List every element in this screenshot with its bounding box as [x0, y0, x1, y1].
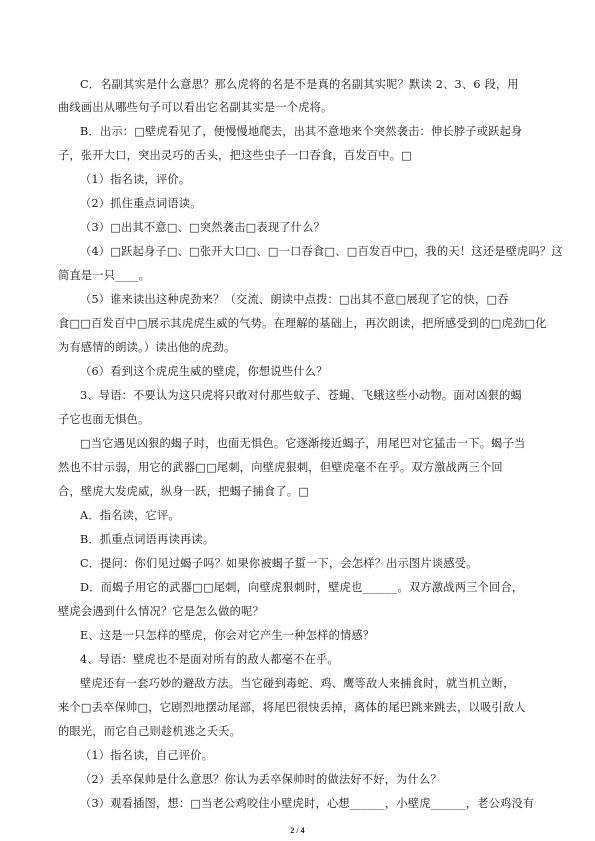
text-line: 壁虎还有一套巧妙的避敌方法。当它碰到毒蛇、鸡、鹰等敌人来捕食时，就当机立断， — [80, 677, 515, 690]
text-line: （1）指名读，自己评价。 — [80, 749, 214, 762]
text-line: D．而蝎子用它的武器□□尾刺，向壁虎狠刺时，壁虎也______。双方激战两三个回合， — [80, 581, 524, 594]
text-line: B．抓重点词语再读再读。 — [80, 533, 215, 546]
text-line: A．指名读，它评。 — [80, 509, 180, 522]
text-line: 合，壁虎大发虎威，纵身一跃，把蝎子捕食了。□ — [58, 485, 310, 498]
text-line: （1）指名读，评价。 — [80, 173, 191, 186]
text-line: （2）抓住重点词语读。 — [80, 197, 202, 210]
text-line: 为有感情的朗读。）读出他的虎劲。 — [58, 341, 236, 354]
text-line: （2）丢卒保帅是什么意思？你认为丢卒保帅时的做法好不好，为什么？ — [80, 773, 442, 786]
text-line: （4）□跃起身子□、□张开大口□、□一口吞食□、□百发百中□，我的天！这还是壁虎吗？这 — [80, 245, 563, 258]
text-line: □当它遇见凶狠的蝎子时，也面无惧色。它逐渐接近蝎子，用尾巴对它猛击一下。蝎子当 — [80, 437, 526, 450]
text-line: 的眼光，而它自己则趁机逃之夭夭。 — [58, 725, 242, 738]
text-line: （3）观看插图，想：□当老公鸡咬住小壁虎时，心想______，小壁虎______，老公鸡没有 — [80, 797, 535, 810]
text-line: 食□□百发百中□展示其虎虎生威的气势。在理解的基础上，再次朗读，把所感受到的□虎劲□化 — [58, 317, 547, 330]
text-line: （3）□出其不意□、□突然袭击□表现了什么？ — [80, 221, 326, 234]
text-line: 曲线画出从哪些句子可以看出它名副其实是一个虎将。 — [58, 101, 333, 114]
text-line: E、这是一只怎样的壁虎，你会对它产生一种怎样的情感？ — [80, 629, 375, 642]
text-line: （5）谁来读出这种虎劲来？（交流、朗读中点拨：□出其不意□展现了它的快，□吞 — [80, 293, 509, 306]
page-number: 2 / 4 — [290, 826, 305, 835]
text-line: 4、导语：壁虎也不是面对所有的敌人都毫不在乎。 — [80, 653, 339, 666]
text-line: 来个□丢卒保帅□，它剧烈地摆动尾部，将尾巴很快丢掉，离体的尾巴跳来跳去，以吸引敌人 — [58, 701, 526, 714]
text-line: 3、导语：不要认为这只虎将只敢对付那些蚊子、苍蝇、飞蛾这些小动物。面对凶狠的蝎 — [80, 389, 522, 402]
text-line: （6）看到这个虎虎生威的壁虎，你想说些什么？ — [80, 365, 328, 378]
text-line: C．提问：你们见过蝎子吗？如果你被蝎子蜇一下，会怎样？出示图片谈感受。 — [80, 557, 478, 570]
text-line: 简直是一只____。 — [58, 269, 151, 282]
text-line: 子它也面无惧色。 — [58, 413, 150, 426]
text-line: C．名副其实是什么意思？那么虎将的名是不是真的名副其实呢？默读 2、3、6 段，用 — [80, 78, 519, 91]
text-line: B．出示：□壁虎看见了，便慢慢地爬去，出其不意地来个突然袭击：伸长脖子或跃起身 — [80, 125, 523, 138]
text-line: 子，张开大口，突出灵巧的舌头，把这些虫子一口吞食，百发百中。□ — [58, 149, 412, 162]
text-line: 然也不甘示弱，用它的武器□□尾刺，向壁虎狠刺，但壁虎毫不在乎。双方激战两三个回 — [58, 461, 503, 474]
text-line: 壁虎会遇到什么情况？它是怎么做的呢？ — [58, 605, 264, 618]
